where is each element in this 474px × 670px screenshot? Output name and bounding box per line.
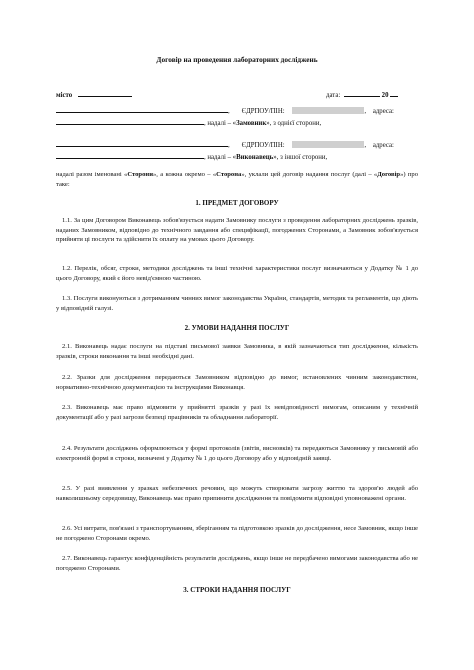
clause-2-7: 2.7. Виконавець гарантує конфіденційність результатів досліджень, якщо інше не передбачено вимогами законодавства або не погоджено Сторонами. [56,555,418,572]
date-field[interactable] [344,90,380,97]
clause-2-3: 2.3. Виконавець має право відмовити у прийнятті зразків у разі їх невідповідності вимогам, описаним у технічній документації або у разі загрози безпеці працівників та обладнання лабораторії. [56,404,418,421]
document-title: Договір на проведення лабораторних досліджень [156,55,318,64]
customer-row-2 [56,118,321,128]
year-prefix: 20 [381,92,389,99]
date-label: дата: [326,92,341,99]
customer-suffix: », з однієї сторони, [266,120,322,127]
clause-1-1: 1.1. За цим Договором Виконавець зобов'язується надати Замовнику послуги з проведення лабораторних досліджень зразків, наданих Замовником, відповідно до технічного завдання або специфікації, погоджених Сторонами, а Замовник зобов'язується прийняти ці послуги та здійснити їх оплату на умовах цього Договору. [56,217,418,244]
contractor-role: Виконавець [236,154,274,161]
clause-2-1: 2.1. Виконавець надає послуги на підставі письмової заявки Замовника, в якій зазначаються тип дослідження, кількість зразків, строки виконання та інші необхідні дані. [56,343,418,360]
clause-2-4: 2.4. Результати досліджень оформлюються у формі протоколів (звітів, висновків) та передаються Замовнику у письмовій або електронній формі в строки, визначені у Додатку № 1 до цього Договору або у відповідній заявці. [56,445,418,462]
contractor-hereinafter: , надалі – « [204,154,237,161]
customer-edrpou-label: ЄДРПОУ/ПІН: [241,108,285,115]
city-field[interactable] [78,90,132,97]
section-1-heading: 1. ПРЕДМЕТ ДОГОВОРУ [195,199,279,207]
contractor-row-1: , ЄДРПОУ/ПІН: , адреса: [56,140,394,150]
contractor-address-label: адреса: [372,142,394,149]
city-label: місто [56,92,73,99]
clause-2-2: 2.2. Зразки для дослідження передаються Замовником відповідно до вимог, встановлених чинним законодавством, нормативно-технічною документацією та інструкціями Виконавця. [56,374,418,391]
contractor-edrpou-field[interactable] [292,141,364,148]
customer-edrpou-field[interactable] [292,107,364,114]
customer-address-label: адреса: [372,108,394,115]
year-field[interactable] [390,90,398,97]
contractor-name-field[interactable] [56,140,228,147]
customer-address-field[interactable] [56,118,204,125]
section-2-heading: 2. УМОВИ НАДАННЯ ПОСЛУГ [184,324,290,332]
contractor-address-field[interactable] [56,152,204,159]
customer-role: Замовник [236,120,267,127]
intro-paragraph: надалі разом іменовані «Сторони», а кожна окремо – «Сторона», уклали цей договір надання послуг (далі – «Договір») про таке: [56,171,419,188]
date-row [326,90,398,100]
customer-row-1: , ЄДРПОУ/ПІН: , адреса: [56,106,394,116]
clause-2-6: 2.6. Усі витрати, пов'язані з транспортуванням, зберіганням та підготовкою зразків до дослідження, несе Замовник, якщо інше не погоджено Сторонами окремо. [56,525,418,542]
customer-hereinafter: , надалі – « [204,120,237,127]
clause-1-2: 1.2. Перелік, обсяг, строки, методики досліджень та інші технічні характеристики послуг визначаються у Додатку № 1 до цього Договору, який є його невід'ємною частиною. [56,265,418,282]
contractor-row-2 [56,152,327,162]
contractor-suffix: », з іншої сторони, [273,154,328,161]
customer-name-field[interactable] [56,106,228,113]
contractor-edrpou-label: ЄДРПОУ/ПІН: [241,142,285,149]
clause-2-5: 2.5. У разі виявлення у зразках небезпечних речовин, що можуть створювати загрозу життю та здоров'ю людей або навколишньому середовищу, Виконавець має право припинити дослідження та повідомити відповідні уповноважені органи. [56,485,418,502]
city-row [56,90,132,100]
section-3-heading: 3. СТРОКИ НАДАННЯ ПОСЛУГ [183,586,291,594]
clause-1-3: 1.3. Послуги виконуються з дотриманням чинних вимог законодавства України, стандартів, методик та регламентів, що діють у відповідній галузі. [56,295,418,312]
